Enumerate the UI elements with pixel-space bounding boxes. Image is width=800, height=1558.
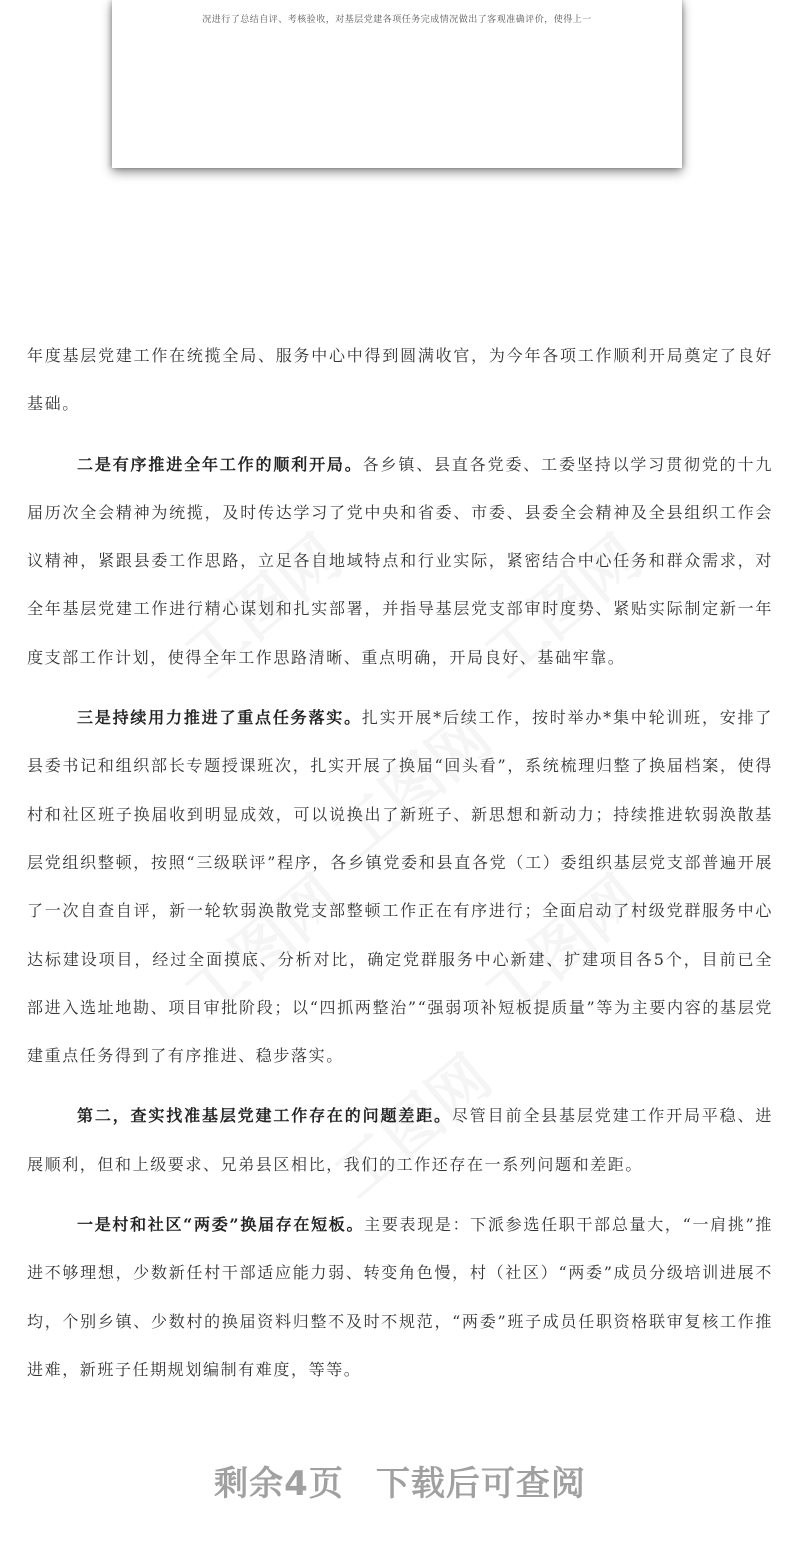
document-body [27, 332, 773, 1406]
paragraph [27, 1092, 773, 1189]
paragraph [27, 1201, 773, 1394]
download-to-view-label: 下载后可查阅 [375, 1464, 586, 1504]
preview-page-card [112, 0, 682, 168]
paragraph [27, 332, 773, 429]
paragraph-text: 尽管目前全县基层党建工作开局平稳、进展顺利，但和上级要求、兄弟县区相比，我们的工作还存在一系列问题和差距。 [27, 1106, 773, 1174]
paragraph-heading: 第二，查实找准基层党建工作存在的问题差距。 [77, 1106, 452, 1126]
paragraph-heading: 二是有序推进全年工作的顺利开局。 [77, 454, 363, 474]
paragraph-text: 主要表现是：下派参选任职干部总量大，“一肩挑”推进不够理想，少数新任村干部适应能力弱、转变角色慢，村（社区）“两委”成员分级培训进展不均，个别乡镇、少数村的换届资料归整不及时不规范，“两委”班子成员任职资格联审复核工作推进难，新班子任期规划编制有难度，等等。 [27, 1215, 774, 1379]
paragraph [27, 694, 773, 1080]
preview-text-line: 况进行了总结自评、考核验收，对基层党建各项任务完成情况做出了客观准确评价，使得上一 [202, 15, 592, 25]
paragraph-text: 年度基层党建工作在统揽全局、服务中心中得到圆满收官，为今年各项工作顺利开局奠定了良好基础。 [27, 346, 773, 414]
paragraph-text: 各乡镇、县直各党委、工委坚持以学习贯彻党的十九届历次全会精神为统揽，及时传达学习了党中央和省委、市委、县委全会精神及全县组织工作会议精神，紧跟县委工作思路，立足各自地域特点和行业实际，紧密结合中心任务和群众需求，对全年基层党建工作进行精心谋划和扎实部署，并指导基层党支部审时度势、紧贴实际制定新一年度支部工作计划，使得全年工作思路清晰、重点明确，开局良好、基础牢靠。 [27, 454, 773, 667]
remaining-pages-label: 剩余4页 [214, 1464, 344, 1504]
paragraph-text: 扎实开展*后续工作，按时举办*集中轮训班，安排了县委书记和组织部长专题授课班次，扎实开展了换届“回头看”，系统梳理归整了换届档案，使得村和社区班子换届收到明显成效，可以说换出了新班子、新思想和新动力；持续推进软弱涣散基层党组织整顿，按照“三级联评”程序，各乡镇党委和县直各党（工）委组织基层党支部普遍开展了一次自查自评，新一轮软弱涣散党支部整顿工作正在有序进行；全面启动了村级党群服务中心达标建设项目，经过全面摸底、分析对比，确定党群服务中心新建、扩建项目各5个，目前已全部进入选址地勘、项目审批阶段；以“四抓两整治”“强弱项补短板提质量”等为主要内容的基层党建重点任务得到了有序推进、稳步落实。 [27, 708, 773, 1066]
paragraph-heading: 一是村和社区“两委”换届存在短板。 [77, 1215, 365, 1235]
paragraph [27, 441, 773, 682]
download-prompt[interactable] [0, 1456, 800, 1505]
paragraph-heading: 三是持续用力推进了重点任务落实。 [77, 708, 362, 728]
